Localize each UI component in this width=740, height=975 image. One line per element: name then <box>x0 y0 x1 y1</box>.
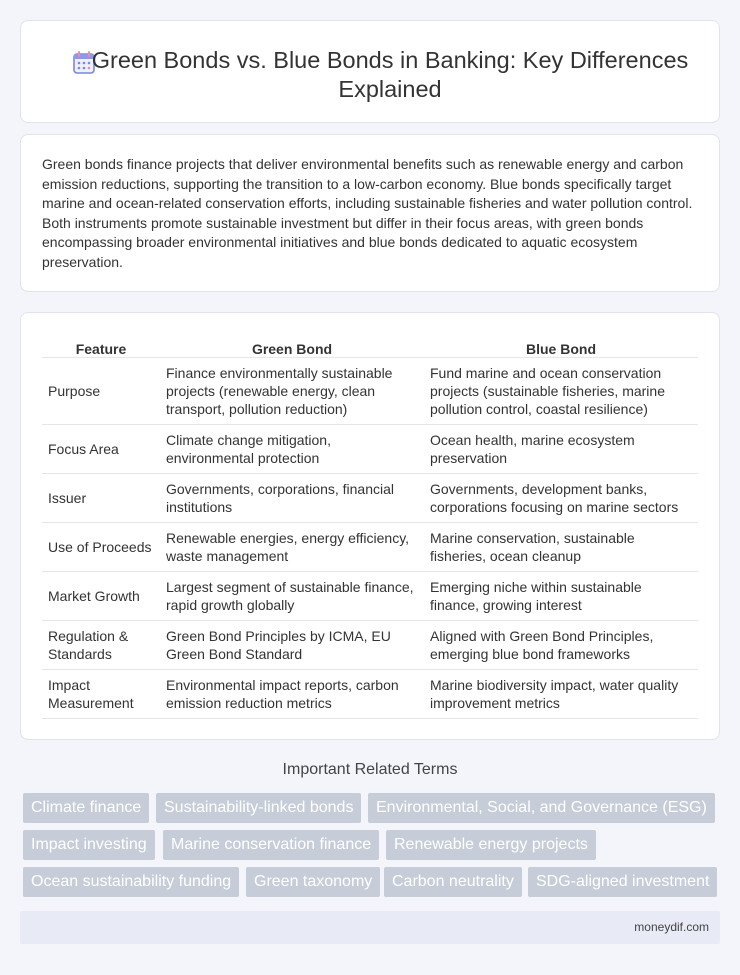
table-row <box>42 522 698 571</box>
related-term-tag[interactable]: Renewable energy projects <box>386 830 596 860</box>
blue-bond-cell: Governments, development banks, corporations focusing on marine sectors <box>424 473 698 522</box>
related-term-tag[interactable]: Environmental, Social, and Governance (ESG) <box>368 793 715 823</box>
feature-cell: Purpose <box>42 357 160 424</box>
table-row <box>42 669 698 718</box>
blue-bond-cell: Emerging niche within sustainable finance, growing interest <box>424 571 698 620</box>
intro-paragraph: Green bonds finance projects that deliver environmental benefits such as renewable energy and carbon emission reductions, supporting the transition to a low-carbon economy. Blue bonds specifically target marine and ocean-related conservation efforts, including sustainable fisheries and water pollution control. Both instruments promote sustainable investment but differ in their focus areas, with green bonds encompassing broader environmental initiatives and blue bonds dedicated to aquatic ecosystem preservation. <box>42 156 693 270</box>
green-bond-cell: Finance environmentally sustainable projects (renewable energy, clean transport, pollution reduction) <box>160 357 424 424</box>
feature-cell: Use of Proceeds <box>42 522 160 571</box>
related-term-tag[interactable]: Sustainability-linked bonds <box>156 793 361 823</box>
related-term-tag[interactable]: SDG-aligned investment <box>528 867 717 897</box>
comparison-card <box>20 312 720 740</box>
related-term-tag[interactable]: Marine conservation finance <box>163 830 379 860</box>
green-bond-cell: Environmental impact reports, carbon emission reduction metrics <box>160 669 424 718</box>
feature-cell: Impact Measurement <box>42 669 160 718</box>
table-row <box>42 357 698 424</box>
footer <box>20 911 720 944</box>
related-term-tag[interactable]: Green taxonomy <box>246 867 380 897</box>
related-term-tag[interactable]: Ocean sustainability funding <box>23 867 239 897</box>
blue-bond-cell: Ocean health, marine ecosystem preservation <box>424 424 698 473</box>
blue-bond-cell: Aligned with Green Bond Principles, emerging blue bond frameworks <box>424 620 698 669</box>
feature-cell: Issuer <box>42 473 160 522</box>
blue-bond-cell: Fund marine and ocean conservation projects (sustainable fisheries, marine pollution control, coastal resilience) <box>424 357 698 424</box>
blue-bond-cell: Marine biodiversity impact, water quality improvement metrics <box>424 669 698 718</box>
related-term-tag[interactable]: Climate finance <box>23 793 149 823</box>
green-bond-cell: Renewable energies, energy efficiency, waste management <box>160 522 424 571</box>
related-term-tag[interactable]: Carbon neutrality <box>384 867 522 897</box>
comparison-table <box>42 333 698 719</box>
table-header-row <box>42 333 698 357</box>
related-terms-title: Important Related Terms <box>282 761 458 778</box>
intro-card <box>20 134 720 292</box>
green-bond-cell: Climate change mitigation, environmental protection <box>160 424 424 473</box>
feature-cell: Market Growth <box>42 571 160 620</box>
footer-site-link[interactable]: moneydif.com <box>634 920 709 934</box>
related-term-tag[interactable]: Impact investing <box>23 830 155 860</box>
table-row <box>42 424 698 473</box>
feature-cell: Focus Area <box>42 424 160 473</box>
green-bond-cell: Green Bond Principles by ICMA, EU Green Bond Standard <box>160 620 424 669</box>
table-row <box>42 620 698 669</box>
table-row <box>42 473 698 522</box>
blue-bond-cell: Marine conservation, sustainable fisheries, ocean cleanup <box>424 522 698 571</box>
page-title: Green Bonds vs. Blue Bonds in Banking: Key Differences Explained <box>91 47 689 102</box>
header-feature: Feature <box>42 333 160 357</box>
feature-cell: Regulation & Standards <box>42 620 160 669</box>
header-blue-bond: Blue Bond <box>424 333 698 357</box>
green-bond-cell: Largest segment of sustainable finance, rapid growth globally <box>160 571 424 620</box>
green-bond-cell: Governments, corporations, financial institutions <box>160 473 424 522</box>
table-row <box>42 571 698 620</box>
header-green-bond: Green Bond <box>160 333 424 357</box>
title-card <box>20 20 720 123</box>
